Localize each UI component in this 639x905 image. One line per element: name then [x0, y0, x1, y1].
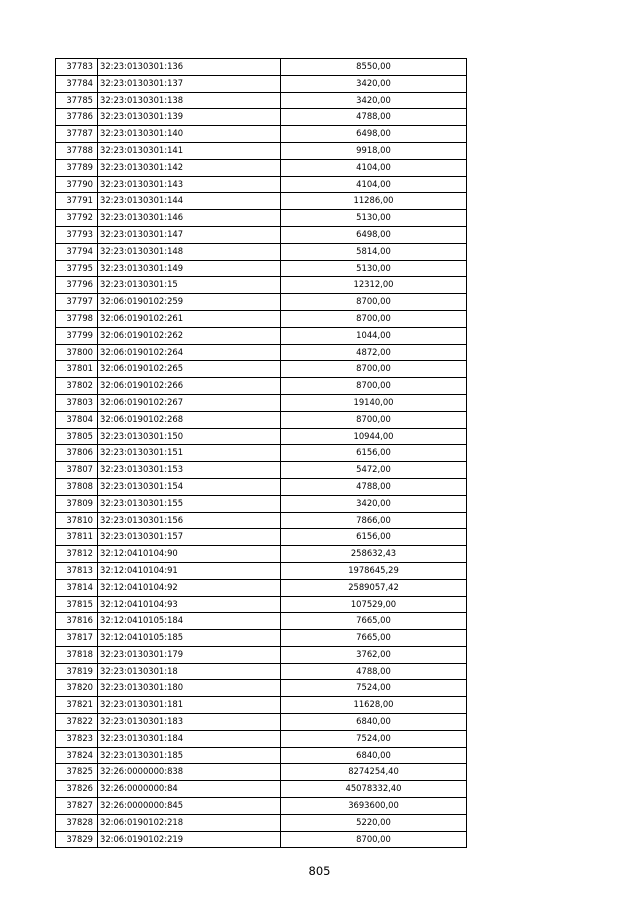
table-row [56, 579, 467, 596]
cadastral-number-cell: 32:23:0130301:141 [98, 142, 281, 159]
value-cell: 3420,00 [281, 495, 467, 512]
page-number: 805 [308, 864, 331, 878]
value-cell: 9918,00 [281, 142, 467, 159]
value-cell: 10944,00 [281, 428, 467, 445]
table-row [56, 310, 467, 327]
cadastral-number-cell: 32:23:0130301:157 [98, 529, 281, 546]
value-cell: 11286,00 [281, 193, 467, 210]
cadastral-number-cell: 32:23:0130301:150 [98, 428, 281, 445]
cadastral-number-cell: 32:23:0130301:148 [98, 243, 281, 260]
row-number-cell: 37829 [56, 831, 98, 848]
row-number-cell: 37817 [56, 630, 98, 647]
row-number-cell: 37820 [56, 680, 98, 697]
table-row [56, 193, 467, 210]
cadastral-number-cell: 32:23:0130301:140 [98, 126, 281, 143]
value-cell: 6498,00 [281, 226, 467, 243]
row-number-cell: 37824 [56, 747, 98, 764]
row-number-cell: 37792 [56, 210, 98, 227]
value-cell: 8550,00 [281, 59, 467, 76]
row-number-cell: 37790 [56, 176, 98, 193]
table-row [56, 462, 467, 479]
cadastral-number-cell: 32:12:0410104:93 [98, 596, 281, 613]
table-row [56, 394, 467, 411]
table-row [56, 714, 467, 731]
cadastral-number-cell: 32:23:0130301:144 [98, 193, 281, 210]
table-row [56, 562, 467, 579]
cadastral-number-cell: 32:23:0130301:153 [98, 462, 281, 479]
table-row [56, 344, 467, 361]
value-cell: 19140,00 [281, 394, 467, 411]
row-number-cell: 37809 [56, 495, 98, 512]
row-number-cell: 37827 [56, 798, 98, 815]
value-cell: 5814,00 [281, 243, 467, 260]
cadastral-number-cell: 32:23:0130301:184 [98, 730, 281, 747]
cadastral-number-cell: 32:12:0410104:92 [98, 579, 281, 596]
cadastral-number-cell: 32:06:0190102:218 [98, 814, 281, 831]
row-number-cell: 37814 [56, 579, 98, 596]
value-cell: 6498,00 [281, 126, 467, 143]
table-row [56, 176, 467, 193]
value-cell: 2589057,42 [281, 579, 467, 596]
cadastral-number-cell: 32:12:0410104:91 [98, 562, 281, 579]
cadastral-number-cell: 32:26:0000000:838 [98, 764, 281, 781]
value-cell: 6156,00 [281, 529, 467, 546]
table-row [56, 663, 467, 680]
cadastral-number-cell: 32:06:0190102:262 [98, 327, 281, 344]
table-row [56, 159, 467, 176]
row-number-cell: 37789 [56, 159, 98, 176]
row-number-cell: 37787 [56, 126, 98, 143]
value-cell: 8274254,40 [281, 764, 467, 781]
row-number-cell: 37816 [56, 613, 98, 630]
row-number-cell: 37804 [56, 411, 98, 428]
table-row [56, 630, 467, 647]
cadastral-number-cell: 32:26:0000000:84 [98, 781, 281, 798]
cadastral-number-cell: 32:23:0130301:183 [98, 714, 281, 731]
value-cell: 3420,00 [281, 75, 467, 92]
value-cell: 8700,00 [281, 361, 467, 378]
table-row [56, 75, 467, 92]
value-cell: 7665,00 [281, 630, 467, 647]
value-cell: 6840,00 [281, 714, 467, 731]
cadastral-number-cell: 32:23:0130301:155 [98, 495, 281, 512]
value-cell: 4788,00 [281, 478, 467, 495]
row-number-cell: 37793 [56, 226, 98, 243]
row-number-cell: 37799 [56, 327, 98, 344]
row-number-cell: 37794 [56, 243, 98, 260]
table-row [56, 747, 467, 764]
value-cell: 4104,00 [281, 159, 467, 176]
table-row [56, 512, 467, 529]
value-cell: 6156,00 [281, 445, 467, 462]
row-number-cell: 37819 [56, 663, 98, 680]
cadastral-number-cell: 32:26:0000000:845 [98, 798, 281, 815]
value-cell: 8700,00 [281, 831, 467, 848]
value-cell: 4788,00 [281, 663, 467, 680]
row-number-cell: 37811 [56, 529, 98, 546]
table-row [56, 126, 467, 143]
row-number-cell: 37791 [56, 193, 98, 210]
value-cell: 3420,00 [281, 92, 467, 109]
row-number-cell: 37813 [56, 562, 98, 579]
table-row [56, 210, 467, 227]
cadastral-number-cell: 32:06:0190102:264 [98, 344, 281, 361]
value-cell: 5472,00 [281, 462, 467, 479]
value-cell: 8700,00 [281, 294, 467, 311]
cadastral-value-table [55, 58, 467, 848]
row-number-cell: 37795 [56, 260, 98, 277]
table-body [56, 59, 467, 848]
table-row [56, 294, 467, 311]
cadastral-number-cell: 32:23:0130301:18 [98, 663, 281, 680]
row-number-cell: 37803 [56, 394, 98, 411]
cadastral-number-cell: 32:23:0130301:149 [98, 260, 281, 277]
cadastral-number-cell: 32:23:0130301:139 [98, 109, 281, 126]
cadastral-number-cell: 32:06:0190102:259 [98, 294, 281, 311]
cadastral-number-cell: 32:23:0130301:156 [98, 512, 281, 529]
value-cell: 1978645,29 [281, 562, 467, 579]
table-row [56, 613, 467, 630]
table-row [56, 764, 467, 781]
value-cell: 107529,00 [281, 596, 467, 613]
table-row [56, 428, 467, 445]
cadastral-number-cell: 32:06:0190102:261 [98, 310, 281, 327]
table-row [56, 596, 467, 613]
cadastral-number-cell: 32:23:0130301:147 [98, 226, 281, 243]
cadastral-number-cell: 32:23:0130301:179 [98, 646, 281, 663]
table-row [56, 411, 467, 428]
row-number-cell: 37784 [56, 75, 98, 92]
row-number-cell: 37810 [56, 512, 98, 529]
table-row [56, 361, 467, 378]
row-number-cell: 37785 [56, 92, 98, 109]
row-number-cell: 37828 [56, 814, 98, 831]
value-cell: 4788,00 [281, 109, 467, 126]
value-cell: 8700,00 [281, 411, 467, 428]
table-row [56, 495, 467, 512]
row-number-cell: 37826 [56, 781, 98, 798]
value-cell: 45078332,40 [281, 781, 467, 798]
cadastral-number-cell: 32:23:0130301:143 [98, 176, 281, 193]
row-number-cell: 37821 [56, 697, 98, 714]
value-cell: 3762,00 [281, 646, 467, 663]
table-row [56, 781, 467, 798]
value-cell: 5130,00 [281, 210, 467, 227]
table-row [56, 546, 467, 563]
table-row [56, 109, 467, 126]
table-row [56, 478, 467, 495]
cadastral-number-cell: 32:23:0130301:185 [98, 747, 281, 764]
row-number-cell: 37783 [56, 59, 98, 76]
value-cell: 5220,00 [281, 814, 467, 831]
table-row [56, 378, 467, 395]
value-cell: 12312,00 [281, 277, 467, 294]
table-row [56, 92, 467, 109]
row-number-cell: 37801 [56, 361, 98, 378]
table-row [56, 142, 467, 159]
row-number-cell: 37808 [56, 478, 98, 495]
cadastral-number-cell: 32:23:0130301:15 [98, 277, 281, 294]
table-row [56, 730, 467, 747]
row-number-cell: 37825 [56, 764, 98, 781]
cadastral-number-cell: 32:12:0410104:90 [98, 546, 281, 563]
document-page [55, 58, 466, 848]
cadastral-number-cell: 32:23:0130301:137 [98, 75, 281, 92]
cadastral-number-cell: 32:23:0130301:142 [98, 159, 281, 176]
cadastral-number-cell: 32:06:0190102:219 [98, 831, 281, 848]
value-cell: 11628,00 [281, 697, 467, 714]
cadastral-number-cell: 32:23:0130301:138 [98, 92, 281, 109]
table-row [56, 277, 467, 294]
table-row [56, 226, 467, 243]
cadastral-number-cell: 32:06:0190102:266 [98, 378, 281, 395]
row-number-cell: 37822 [56, 714, 98, 731]
value-cell: 6840,00 [281, 747, 467, 764]
cadastral-number-cell: 32:06:0190102:268 [98, 411, 281, 428]
row-number-cell: 37805 [56, 428, 98, 445]
table-row [56, 445, 467, 462]
row-number-cell: 37807 [56, 462, 98, 479]
table-row [56, 327, 467, 344]
value-cell: 7524,00 [281, 730, 467, 747]
cadastral-number-cell: 32:06:0190102:265 [98, 361, 281, 378]
value-cell: 7665,00 [281, 613, 467, 630]
table-row [56, 260, 467, 277]
row-number-cell: 37798 [56, 310, 98, 327]
row-number-cell: 37797 [56, 294, 98, 311]
row-number-cell: 37815 [56, 596, 98, 613]
value-cell: 5130,00 [281, 260, 467, 277]
cadastral-number-cell: 32:23:0130301:151 [98, 445, 281, 462]
cadastral-number-cell: 32:23:0130301:154 [98, 478, 281, 495]
value-cell: 4104,00 [281, 176, 467, 193]
cadastral-number-cell: 32:23:0130301:180 [98, 680, 281, 697]
row-number-cell: 37800 [56, 344, 98, 361]
table-row [56, 646, 467, 663]
value-cell: 7524,00 [281, 680, 467, 697]
table-row [56, 243, 467, 260]
row-number-cell: 37802 [56, 378, 98, 395]
table-row [56, 697, 467, 714]
cadastral-number-cell: 32:12:0410105:185 [98, 630, 281, 647]
cadastral-number-cell: 32:23:0130301:146 [98, 210, 281, 227]
table-row [56, 59, 467, 76]
row-number-cell: 37786 [56, 109, 98, 126]
row-number-cell: 37788 [56, 142, 98, 159]
cadastral-number-cell: 32:06:0190102:267 [98, 394, 281, 411]
row-number-cell: 37823 [56, 730, 98, 747]
cadastral-number-cell: 32:12:0410105:184 [98, 613, 281, 630]
table-row [56, 798, 467, 815]
value-cell: 4872,00 [281, 344, 467, 361]
cadastral-number-cell: 32:23:0130301:136 [98, 59, 281, 76]
row-number-cell: 37818 [56, 646, 98, 663]
table-row [56, 529, 467, 546]
cadastral-number-cell: 32:23:0130301:181 [98, 697, 281, 714]
row-number-cell: 37796 [56, 277, 98, 294]
value-cell: 1044,00 [281, 327, 467, 344]
value-cell: 3693600,00 [281, 798, 467, 815]
table-row [56, 831, 467, 848]
table-row [56, 680, 467, 697]
value-cell: 258632,43 [281, 546, 467, 563]
value-cell: 8700,00 [281, 378, 467, 395]
value-cell: 8700,00 [281, 310, 467, 327]
row-number-cell: 37806 [56, 445, 98, 462]
value-cell: 7866,00 [281, 512, 467, 529]
table-row [56, 814, 467, 831]
row-number-cell: 37812 [56, 546, 98, 563]
